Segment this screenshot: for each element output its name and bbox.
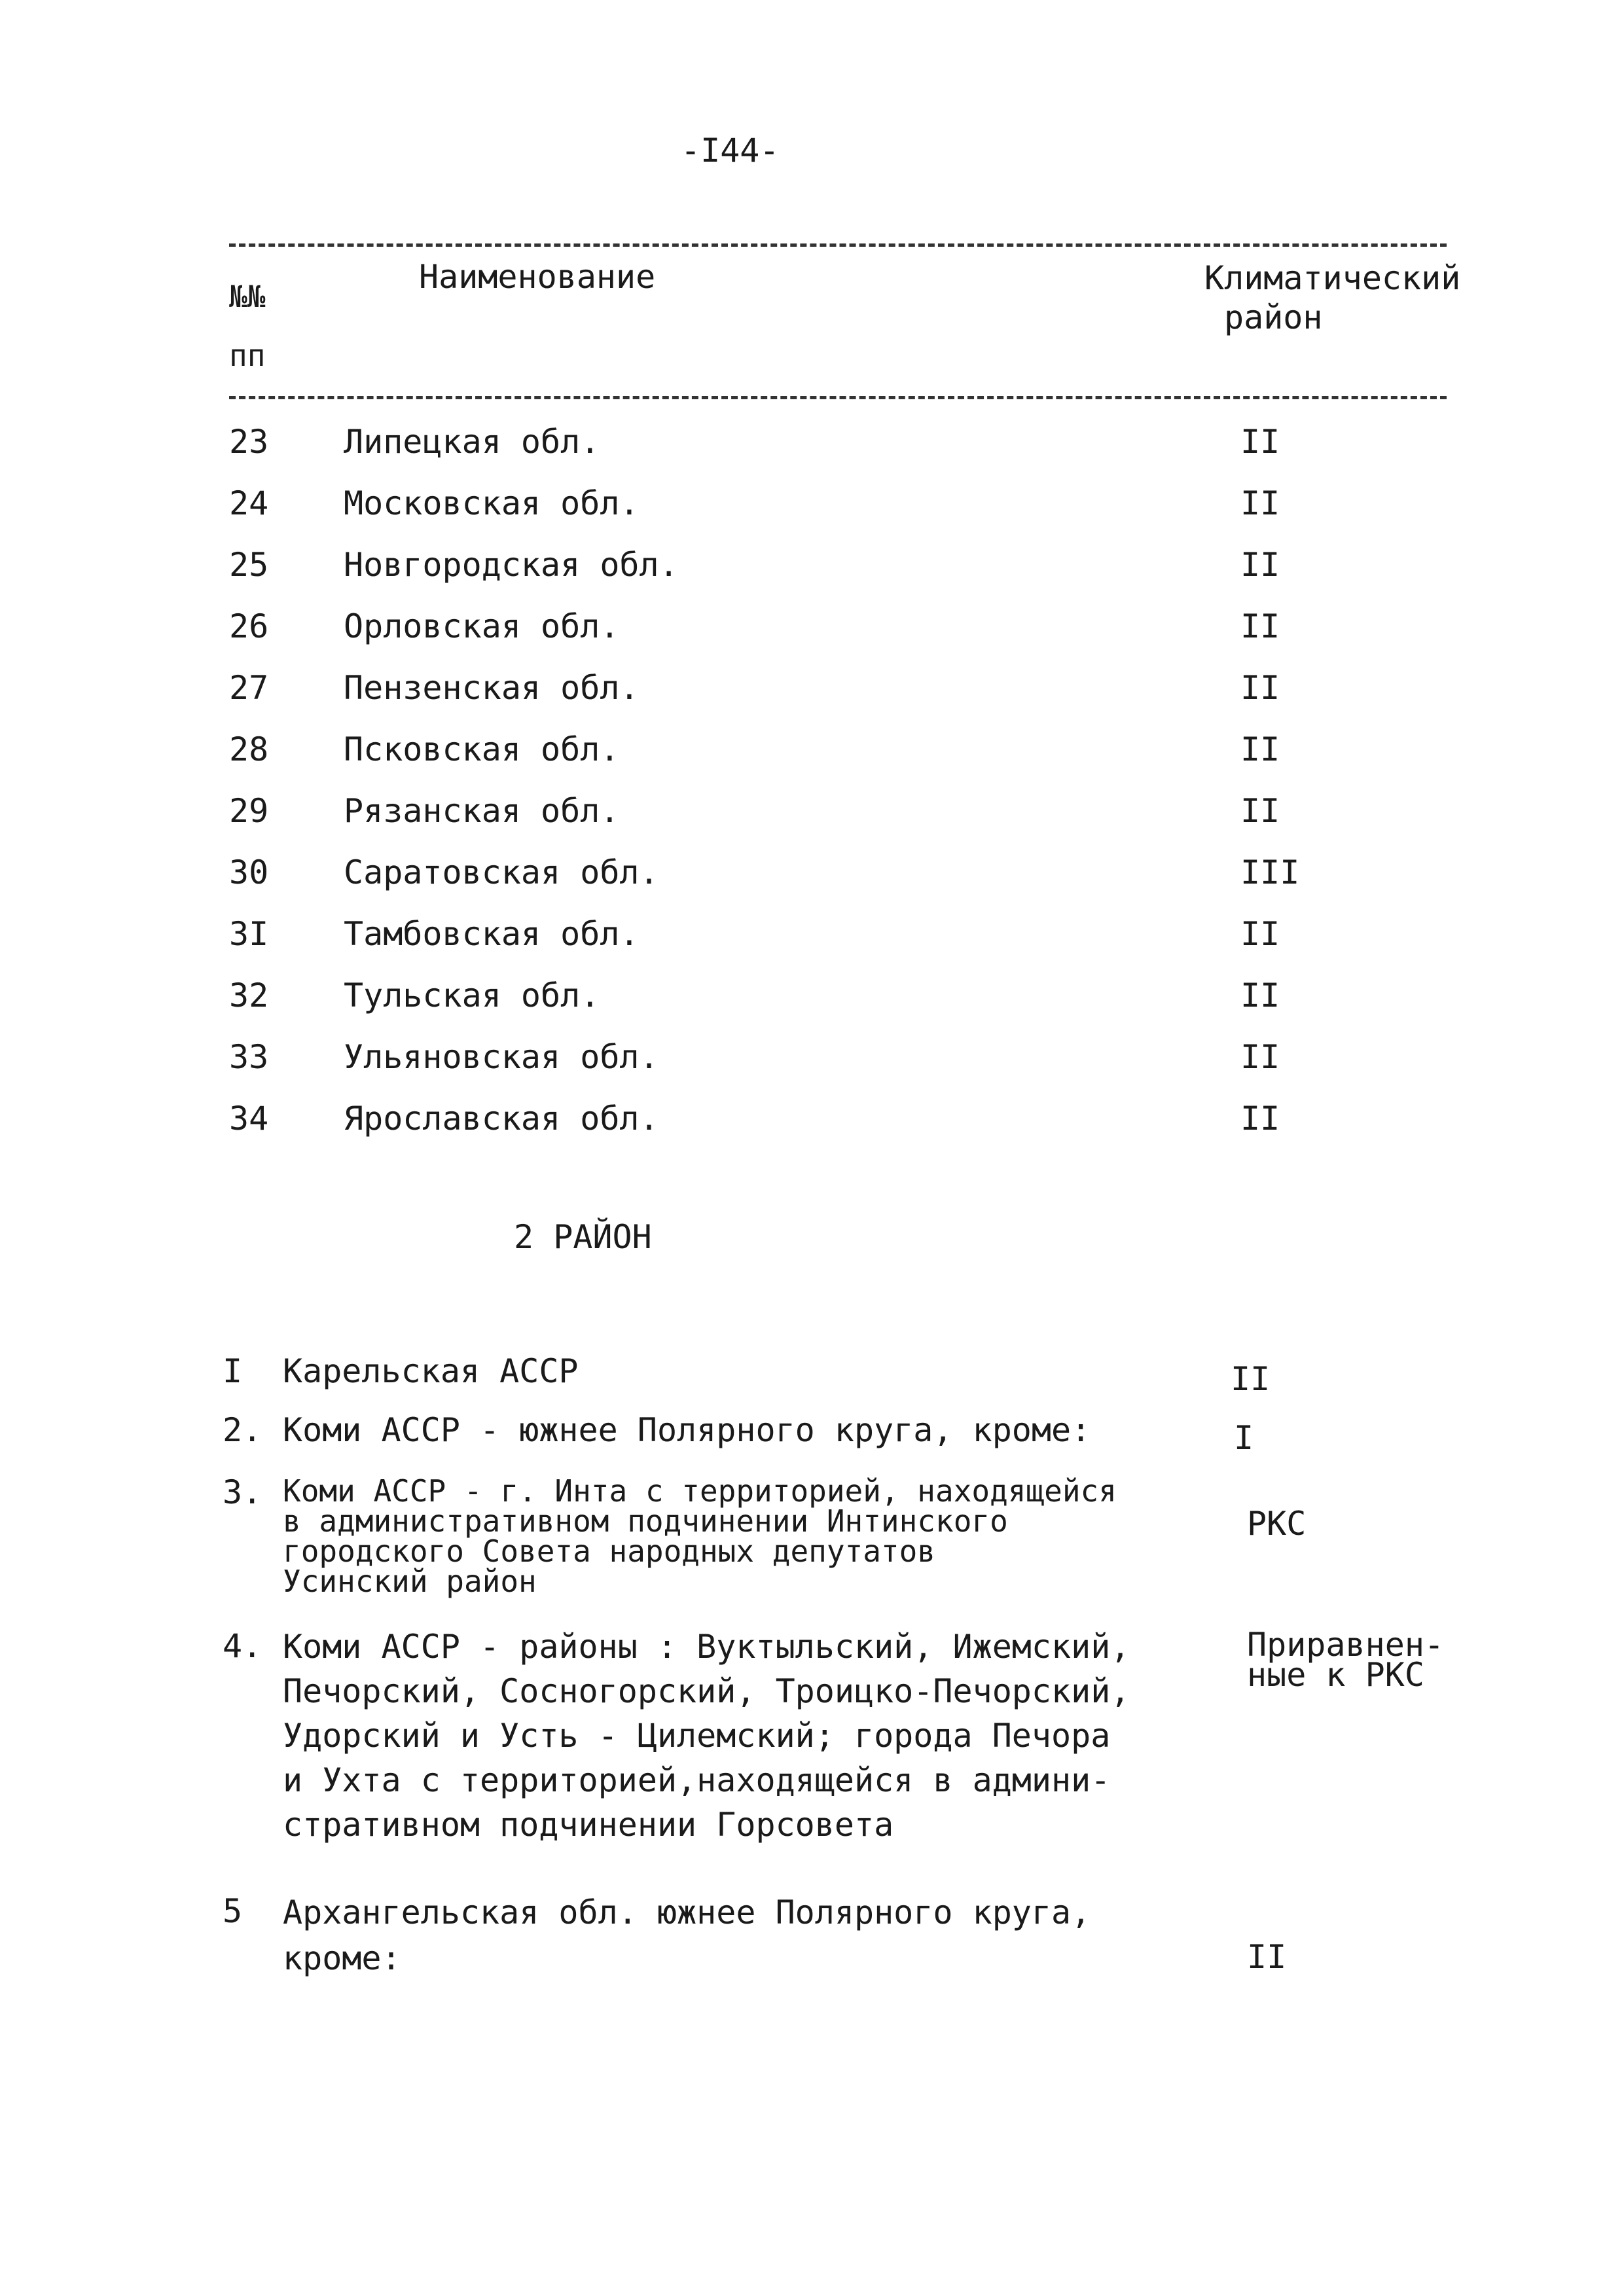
- row-district: II: [1240, 792, 1280, 830]
- table-row: [0, 1038, 1624, 1080]
- page-number: -I44-: [681, 132, 780, 170]
- row-number: 3I: [229, 915, 269, 953]
- row-number: 30: [229, 853, 269, 891]
- table-row: [0, 730, 1624, 772]
- column-header-climate: Климатический: [1204, 259, 1461, 297]
- row-district: II: [1240, 669, 1280, 707]
- table-row: [0, 607, 1624, 649]
- table-row: [0, 425, 1624, 465]
- row-district: II: [1240, 484, 1280, 522]
- row-name: Тамбовская обл.: [344, 915, 640, 953]
- item-text: Коми АССР - районы : Вуктыльский, Ижемский, Печорский, Сосногорский, Троицко-Печорский, Удорский и Усть - Цилемский; города Печора и Ухта с территорией,находящейся в админи- стративном подчинении Горсовета: [283, 1628, 1130, 1844]
- item-text: Коми АССР - г. Инта с территорией, находящейся в административном подчинении Интинского городского Совета народных депутатов Усинский район: [283, 1473, 1117, 1599]
- table-row: [0, 979, 1624, 1018]
- row-district: II: [1240, 1038, 1280, 1076]
- table-row: [0, 548, 1624, 588]
- item-district: РКС: [1247, 1505, 1307, 1543]
- row-district: III: [1240, 853, 1300, 891]
- row-number: 28: [229, 730, 269, 768]
- table-row: [0, 915, 1624, 957]
- row-number: 23: [229, 423, 269, 461]
- row-district: II: [1240, 546, 1280, 584]
- item-text: Архангельская обл. южнее Полярного круга, кроме:: [283, 1893, 1091, 1977]
- row-name: Липецкая обл.: [344, 423, 600, 461]
- item-district: II: [1247, 1938, 1287, 1976]
- row-name: Ульяновская обл.: [344, 1038, 659, 1076]
- row-district: II: [1240, 423, 1280, 461]
- row-name: Новгородская обл.: [344, 546, 679, 584]
- row-name: Орловская обл.: [344, 607, 620, 645]
- row-number: 24: [229, 484, 269, 522]
- row-number: 32: [229, 977, 269, 1014]
- row-name: Псковская обл.: [344, 730, 620, 768]
- item-number: I: [223, 1352, 243, 1390]
- header-bottom-rule: [229, 396, 1447, 399]
- item-district: I: [1234, 1419, 1254, 1457]
- row-number: 29: [229, 792, 269, 830]
- table-row: [0, 669, 1624, 711]
- item-text: Карельская АССР: [283, 1352, 579, 1390]
- item-district: II: [1231, 1360, 1271, 1398]
- item-number: 4.: [223, 1627, 262, 1665]
- table-row: [0, 484, 1624, 526]
- table-row: [0, 853, 1624, 895]
- row-district: II: [1240, 915, 1280, 953]
- column-header-climate-sub: район: [1224, 298, 1323, 336]
- row-number: 34: [229, 1100, 269, 1138]
- column-header-number: №№: [229, 279, 266, 314]
- row-name: Саратовская обл.: [344, 853, 659, 891]
- row-district: II: [1240, 730, 1280, 768]
- table-row: [0, 1102, 1624, 1141]
- item-number: 5: [223, 1892, 243, 1930]
- row-name: Ярославская обл.: [344, 1100, 659, 1138]
- item-number: 2.: [223, 1411, 262, 1449]
- row-number: 25: [229, 546, 269, 584]
- item-number: 3.: [223, 1473, 262, 1511]
- column-header-number-sub: пп: [229, 338, 266, 373]
- item-text: Коми АССР - южнее Полярного круга, кроме:: [283, 1411, 1091, 1449]
- row-number: 26: [229, 607, 269, 645]
- table-row: [0, 792, 1624, 834]
- row-name: Московская обл.: [344, 484, 640, 522]
- item-district: Приравнен- ные к РКС: [1247, 1626, 1445, 1694]
- row-district: II: [1240, 1100, 1280, 1138]
- row-number: 27: [229, 669, 269, 707]
- header-top-rule: [229, 243, 1447, 247]
- row-district: II: [1240, 977, 1280, 1014]
- section-title: 2 РАЙОН: [514, 1218, 652, 1256]
- row-name: Пензенская обл.: [344, 669, 640, 707]
- row-name: Тульская обл.: [344, 977, 600, 1014]
- row-number: 33: [229, 1038, 269, 1076]
- column-header-name: Наименование: [419, 258, 656, 296]
- row-district: II: [1240, 607, 1280, 645]
- row-name: Рязанская обл.: [344, 792, 620, 830]
